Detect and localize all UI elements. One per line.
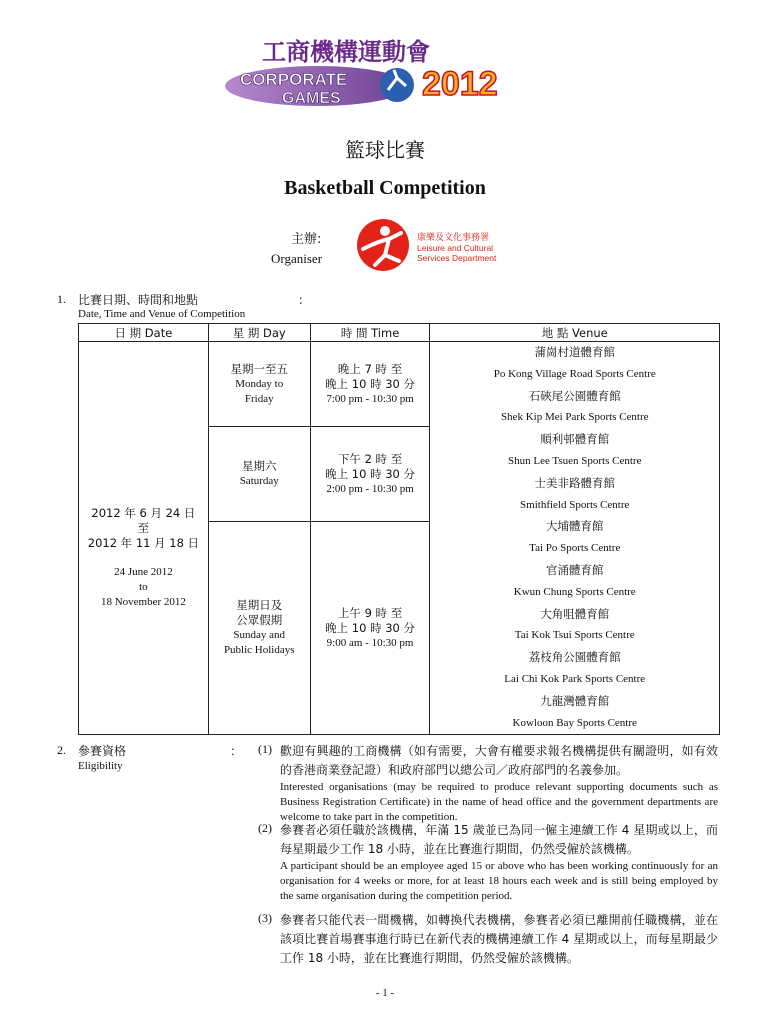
venue-zh: 大角咀體育館 (540, 606, 610, 621)
time-en: 2:00 pm - 10:30 pm (326, 482, 414, 495)
item-text-en: A participant should be an employee aged 15 or above who has been working continuously for an organisation for 4 weeks or more, for at least 18 hours each week and is still being employed by the same organisation during the competition period. (280, 860, 718, 902)
day-zh: 星期六 (241, 459, 277, 474)
day-zh: 星期日及 (236, 598, 283, 613)
lcsd-name-en-1: Leisure and Cultural (417, 243, 494, 253)
header-date: 日 期 Date (79, 324, 209, 342)
logo-chinese: 工商機構運動會 (262, 38, 430, 66)
day-zh: 星期一至五 (230, 361, 288, 376)
item-number: (3) (258, 911, 272, 925)
date-en-to: to (139, 581, 148, 594)
header-time: 時 間 Time (310, 324, 430, 342)
logo-line2: GAMES (282, 90, 341, 107)
time-cell-weekday (310, 342, 430, 427)
day-cell-sunday (208, 522, 310, 735)
section2-number: 2. (57, 743, 66, 757)
time-zh-1: 下午 2 時 至 (337, 451, 403, 466)
time-cell-saturday (310, 427, 430, 522)
schedule-table (78, 323, 720, 735)
item-number: (2) (258, 821, 272, 835)
time-zh-2: 晚上 10 時 30 分 (325, 466, 416, 481)
lcsd-logo (355, 215, 515, 275)
venue-zh: 荔枝角公園體育館 (528, 650, 621, 665)
organiser-label-en: Organiser (271, 251, 323, 266)
time-en: 7:00 pm - 10:30 pm (326, 392, 414, 405)
venue-zh: 石硤尾公園體育館 (528, 388, 621, 403)
venue-zh: 大埔體育館 (545, 519, 604, 534)
time-en: 9:00 am - 10:30 pm (326, 636, 414, 649)
logo-year: 2012 (422, 65, 498, 103)
header-venue: 地 點 Venue (430, 324, 720, 342)
venue-zh: 蒲崗村道體育館 (534, 345, 615, 359)
section1-title-en: Date, Time and Venue of Competition (78, 308, 246, 320)
day-en-1: Monday to (235, 377, 284, 390)
time-zh-2: 晚上 10 時 30 分 (325, 376, 416, 391)
item-text-zh: 參賽者必須任職於該機構，年滿 15 歲並已為同一僱主連續工作 4 星期或以上，而每星期最少工作 18 小時，並在比賽進行期間，仍然受僱於該機構。 (280, 823, 718, 856)
section1-title-zh: 比賽日期、時間和地點 (78, 293, 199, 307)
header-day: 星 期 Day (208, 324, 310, 342)
time-cell-sunday (310, 522, 430, 735)
item-text-en: Interested organisations (may be required to produce relevant supporting documents such as Business Registration Certificate) in the name of head office and the government departments are welcome to take part in the competition. (280, 781, 718, 823)
title-chinese: 籃球比賽 (345, 138, 425, 162)
eligibility-item-2 (258, 821, 718, 904)
page-number: - 1 - (375, 987, 395, 999)
venue-en: Tai Kok Tsui Sports Centre (514, 629, 635, 642)
date-en-end: 18 November 2012 (100, 596, 186, 609)
venue-zh: 順利邨體育館 (540, 432, 610, 447)
section2-colon: ： (230, 744, 243, 758)
item-text-zh: 歡迎有興趣的工商機構（如有需要，大會有權要求報名機構提供有關證明，如有效的香港商業登記證）和政府部門以總公司／政府部門的名義參加。 (280, 744, 718, 777)
section2-title-en: Eligibility (78, 760, 123, 772)
day-en-2: Friday (244, 392, 274, 405)
eligibility-item-1 (258, 742, 718, 825)
lcsd-name-en-2: Services Department (417, 253, 497, 263)
venue-en: Shek Kip Mei Park Sports Centre (500, 411, 649, 424)
venue-en: Shun Lee Tsuen Sports Centre (508, 454, 642, 467)
table-header-row (79, 324, 720, 342)
section1-colon: ： (298, 293, 311, 307)
date-zh-end: 2012 年 11 月 18 日 (87, 536, 200, 551)
section1-number: 1. (57, 292, 66, 306)
logo-line1: CORPORATE (240, 70, 348, 89)
venue-en: Smithfield Sports Centre (520, 498, 630, 511)
venue-zh: 士美非路體育館 (534, 475, 615, 490)
venue-en: Po Kong Village Road Sports Centre (493, 367, 656, 380)
date-cell (79, 342, 209, 735)
time-zh-1: 上午 9 時 至 (337, 605, 403, 620)
date-en-start: 24 June 2012 (114, 566, 173, 579)
title-english: Basketball Competition (284, 177, 486, 199)
day-cell-saturday (208, 427, 310, 522)
venue-en: Kwun Chung Sports Centre (513, 585, 636, 598)
item-text-zh: 參賽者只能代表一間機構，如轉換代表機構，參賽者必須已離開前任職機構，並在該項比賽首場賽事進行時已在新代表的機構連續工作 4 星期或以上，而每星期最少工作 18 小時，並在比賽進行期間，仍然受僱於該機構。 (280, 913, 718, 965)
section2-title-zh: 參賽資格 (78, 744, 127, 758)
eligibility-item-3 (258, 911, 718, 968)
day-zh-2: 公眾假期 (236, 613, 283, 628)
venue-en: Kowloon Bay Sports Centre (512, 716, 637, 729)
table-row (79, 342, 720, 427)
lcsd-name-zh: 康樂及文化事務署 (417, 233, 490, 243)
venue-zh: 九龍灣體育館 (540, 693, 610, 708)
lcsd-emblem-icon (355, 215, 415, 275)
day-en-2: Public Holidays (223, 644, 295, 657)
day-en-1: Sunday and (233, 629, 286, 642)
corporate-games-logo (222, 38, 522, 108)
date-zh-start: 2012 年 6 月 24 日 (91, 506, 196, 521)
date-zh-to: 至 (137, 521, 150, 536)
venue-cell (430, 342, 720, 735)
organiser-label-zh: 主辦: (291, 232, 322, 247)
venue-en: Lai Chi Kok Park Sports Centre (504, 672, 646, 685)
item-number: (1) (258, 742, 272, 756)
day-cell-weekday (208, 342, 310, 427)
venue-en: Tai Po Sports Centre (529, 542, 621, 555)
venue-zh: 官涌體育館 (545, 562, 604, 577)
time-zh-1: 晚上 7 時 至 (337, 361, 403, 376)
time-zh-2: 晚上 10 時 30 分 (325, 620, 416, 635)
day-en-1: Saturday (239, 475, 279, 488)
